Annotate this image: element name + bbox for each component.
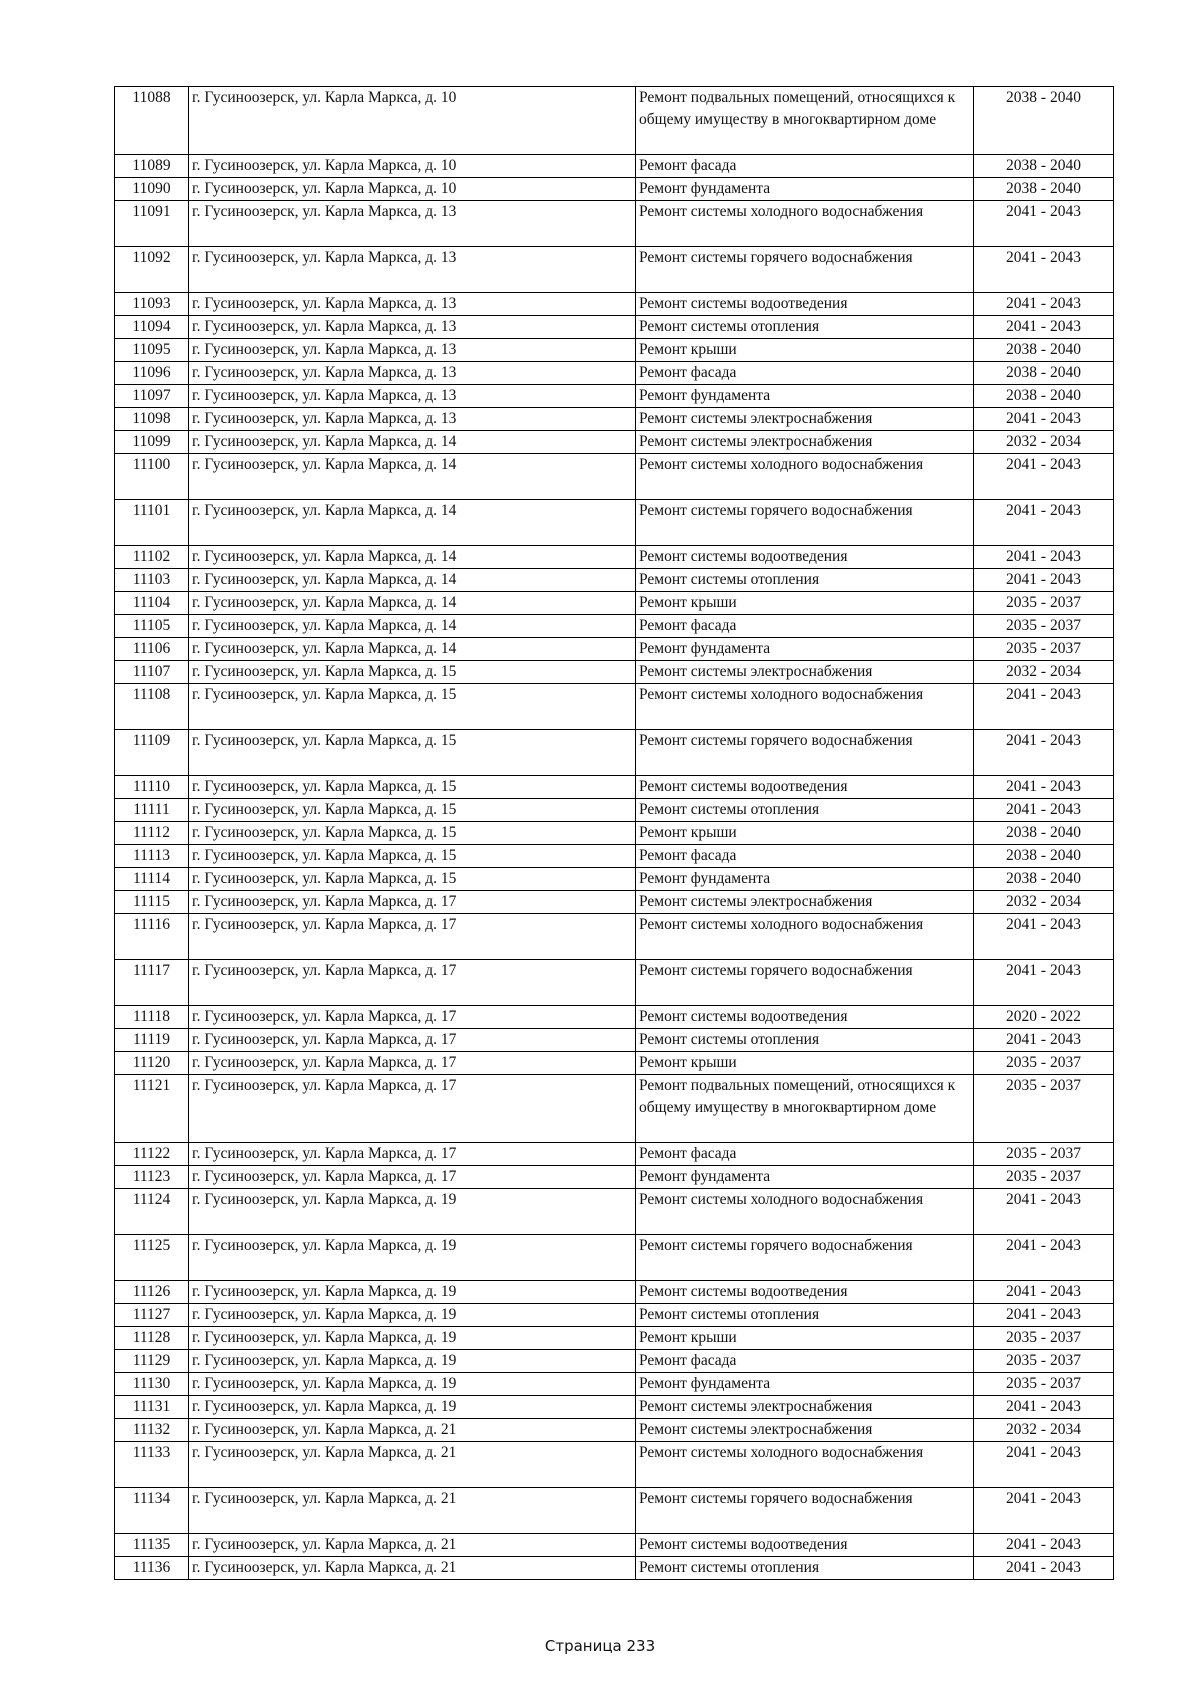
table-row: [115, 914, 1114, 960]
work-type-cell: Ремонт системы водоотведения: [636, 1534, 974, 1557]
period-cell: 2035 - 2037: [974, 1166, 1114, 1189]
table-row: [115, 845, 1114, 868]
row-number-cell: 11104: [115, 592, 189, 615]
row-number-cell: 11136: [115, 1557, 189, 1580]
period-cell: 2035 - 2037: [974, 1052, 1114, 1075]
row-number-cell: 11120: [115, 1052, 189, 1075]
address-cell: г. Гусиноозерск, ул. Карла Маркса, д. 19: [189, 1396, 636, 1419]
address-cell: г. Гусиноозерск, ул. Карла Маркса, д. 17: [189, 891, 636, 914]
work-type-cell: Ремонт крыши: [636, 592, 974, 615]
work-type-cell: Ремонт системы горячего водоснабжения: [636, 730, 974, 776]
period-cell: 2041 - 2043: [974, 1189, 1114, 1235]
work-type-cell: Ремонт крыши: [636, 339, 974, 362]
address-cell: г. Гусиноозерск, ул. Карла Маркса, д. 21: [189, 1488, 636, 1534]
work-type-cell: Ремонт фундамента: [636, 178, 974, 201]
table-row: [115, 408, 1114, 431]
address-cell: г. Гусиноозерск, ул. Карла Маркса, д. 21: [189, 1419, 636, 1442]
table-row: [115, 247, 1114, 293]
address-cell: г. Гусиноозерск, ул. Карла Маркса, д. 19: [189, 1350, 636, 1373]
table-row: [115, 776, 1114, 799]
row-number-cell: 11095: [115, 339, 189, 362]
table-row: [115, 385, 1114, 408]
work-type-cell: Ремонт системы горячего водоснабжения: [636, 1235, 974, 1281]
period-cell: 2035 - 2037: [974, 1373, 1114, 1396]
table-row: [115, 1534, 1114, 1557]
period-cell: 2038 - 2040: [974, 155, 1114, 178]
row-number-cell: 11135: [115, 1534, 189, 1557]
period-cell: 2032 - 2034: [974, 661, 1114, 684]
period-cell: 2038 - 2040: [974, 822, 1114, 845]
work-type-cell: Ремонт системы холодного водоснабжения: [636, 684, 974, 730]
work-type-cell: Ремонт системы холодного водоснабжения: [636, 1442, 974, 1488]
address-cell: г. Гусиноозерск, ул. Карла Маркса, д. 17: [189, 1052, 636, 1075]
row-number-cell: 11131: [115, 1396, 189, 1419]
row-number-cell: 11118: [115, 1006, 189, 1029]
work-type-cell: Ремонт системы холодного водоснабжения: [636, 454, 974, 500]
address-cell: г. Гусиноозерск, ул. Карла Маркса, д. 15: [189, 868, 636, 891]
table-row: [115, 1235, 1114, 1281]
row-number-cell: 11111: [115, 799, 189, 822]
table-row: [115, 1373, 1114, 1396]
address-cell: г. Гусиноозерск, ул. Карла Маркса, д. 10: [189, 87, 636, 155]
work-type-cell: Ремонт системы холодного водоснабжения: [636, 1189, 974, 1235]
address-cell: г. Гусиноозерск, ул. Карла Маркса, д. 15: [189, 730, 636, 776]
period-cell: 2038 - 2040: [974, 87, 1114, 155]
work-type-cell: Ремонт системы электроснабжения: [636, 1419, 974, 1442]
period-cell: 2041 - 2043: [974, 1396, 1114, 1419]
address-cell: г. Гусиноозерск, ул. Карла Маркса, д. 13: [189, 293, 636, 316]
address-cell: г. Гусиноозерск, ул. Карла Маркса, д. 17: [189, 960, 636, 1006]
address-cell: г. Гусиноозерск, ул. Карла Маркса, д. 17: [189, 1006, 636, 1029]
address-cell: г. Гусиноозерск, ул. Карла Маркса, д. 21: [189, 1534, 636, 1557]
address-cell: г. Гусиноозерск, ул. Карла Маркса, д. 13: [189, 247, 636, 293]
row-number-cell: 11097: [115, 385, 189, 408]
period-cell: 2041 - 2043: [974, 1557, 1114, 1580]
period-cell: 2041 - 2043: [974, 1029, 1114, 1052]
work-type-cell: Ремонт системы отопления: [636, 1304, 974, 1327]
work-type-cell: Ремонт фасада: [636, 155, 974, 178]
work-type-cell: Ремонт системы горячего водоснабжения: [636, 500, 974, 546]
table-row: [115, 178, 1114, 201]
row-number-cell: 11114: [115, 868, 189, 891]
address-cell: г. Гусиноозерск, ул. Карла Маркса, д. 19: [189, 1327, 636, 1350]
period-cell: 2038 - 2040: [974, 385, 1114, 408]
table-row: [115, 1166, 1114, 1189]
address-cell: г. Гусиноозерск, ул. Карла Маркса, д. 21: [189, 1442, 636, 1488]
address-cell: г. Гусиноозерск, ул. Карла Маркса, д. 17: [189, 1166, 636, 1189]
work-type-cell: Ремонт фасада: [636, 1350, 974, 1373]
row-number-cell: 11133: [115, 1442, 189, 1488]
period-cell: 2041 - 2043: [974, 1534, 1114, 1557]
row-number-cell: 11090: [115, 178, 189, 201]
table-row: [115, 638, 1114, 661]
work-type-cell: Ремонт системы электроснабжения: [636, 408, 974, 431]
address-cell: г. Гусиноозерск, ул. Карла Маркса, д. 14: [189, 615, 636, 638]
address-cell: г. Гусиноозерск, ул. Карла Маркса, д. 13: [189, 201, 636, 247]
work-type-cell: Ремонт крыши: [636, 1052, 974, 1075]
period-cell: 2041 - 2043: [974, 569, 1114, 592]
row-number-cell: 11093: [115, 293, 189, 316]
table-row: [115, 569, 1114, 592]
period-cell: 2041 - 2043: [974, 1281, 1114, 1304]
row-number-cell: 11129: [115, 1350, 189, 1373]
table-row: [115, 293, 1114, 316]
table-row: [115, 339, 1114, 362]
table-row: [115, 431, 1114, 454]
address-cell: г. Гусиноозерск, ул. Карла Маркса, д. 13: [189, 339, 636, 362]
work-type-cell: Ремонт системы водоотведения: [636, 546, 974, 569]
address-cell: г. Гусиноозерск, ул. Карла Маркса, д. 19: [189, 1189, 636, 1235]
period-cell: 2041 - 2043: [974, 776, 1114, 799]
table-row: [115, 362, 1114, 385]
address-cell: г. Гусиноозерск, ул. Карла Маркса, д. 13: [189, 316, 636, 339]
table-body: [115, 87, 1114, 1580]
period-cell: 2020 - 2022: [974, 1006, 1114, 1029]
address-cell: г. Гусиноозерск, ул. Карла Маркса, д. 15: [189, 661, 636, 684]
table-row: [115, 546, 1114, 569]
period-cell: 2035 - 2037: [974, 592, 1114, 615]
work-type-cell: Ремонт системы электроснабжения: [636, 431, 974, 454]
table-row: [115, 1281, 1114, 1304]
work-type-cell: Ремонт подвальных помещений, относящихся к общему имуществу в многоквартирном доме: [636, 1075, 974, 1143]
period-cell: 2041 - 2043: [974, 1304, 1114, 1327]
period-cell: 2035 - 2037: [974, 1327, 1114, 1350]
row-number-cell: 11108: [115, 684, 189, 730]
table-row: [115, 1419, 1114, 1442]
row-number-cell: 11091: [115, 201, 189, 247]
work-type-cell: Ремонт системы водоотведения: [636, 1281, 974, 1304]
table-row: [115, 1075, 1114, 1143]
work-type-cell: Ремонт фундамента: [636, 868, 974, 891]
work-type-cell: Ремонт фасада: [636, 362, 974, 385]
work-type-cell: Ремонт фундамента: [636, 385, 974, 408]
period-cell: 2035 - 2037: [974, 638, 1114, 661]
address-cell: г. Гусиноозерск, ул. Карла Маркса, д. 14: [189, 454, 636, 500]
work-type-cell: Ремонт системы отопления: [636, 1557, 974, 1580]
table-row: [115, 1350, 1114, 1373]
work-type-cell: Ремонт системы электроснабжения: [636, 661, 974, 684]
address-cell: г. Гусиноозерск, ул. Карла Маркса, д. 15: [189, 684, 636, 730]
row-number-cell: 11116: [115, 914, 189, 960]
period-cell: 2041 - 2043: [974, 730, 1114, 776]
period-cell: 2041 - 2043: [974, 914, 1114, 960]
row-number-cell: 11119: [115, 1029, 189, 1052]
work-type-cell: Ремонт системы отопления: [636, 799, 974, 822]
repair-schedule-table: [114, 86, 1114, 1580]
address-cell: г. Гусиноозерск, ул. Карла Маркса, д. 15: [189, 776, 636, 799]
table-row: [115, 799, 1114, 822]
page-number: Страница 233: [544, 1637, 656, 1655]
row-number-cell: 11127: [115, 1304, 189, 1327]
row-number-cell: 11126: [115, 1281, 189, 1304]
period-cell: 2041 - 2043: [974, 1488, 1114, 1534]
table-row: [115, 155, 1114, 178]
period-cell: 2035 - 2037: [974, 1350, 1114, 1373]
table-row: [115, 1396, 1114, 1419]
period-cell: 2035 - 2037: [974, 1143, 1114, 1166]
table-row: [115, 730, 1114, 776]
work-type-cell: Ремонт системы водоотведения: [636, 776, 974, 799]
table-row: [115, 592, 1114, 615]
work-type-cell: Ремонт системы водоотведения: [636, 1006, 974, 1029]
work-type-cell: Ремонт фасада: [636, 845, 974, 868]
period-cell: 2041 - 2043: [974, 799, 1114, 822]
address-cell: г. Гусиноозерск, ул. Карла Маркса, д. 14: [189, 638, 636, 661]
address-cell: г. Гусиноозерск, ул. Карла Маркса, д. 13: [189, 408, 636, 431]
address-cell: г. Гусиноозерск, ул. Карла Маркса, д. 13: [189, 385, 636, 408]
period-cell: 2041 - 2043: [974, 454, 1114, 500]
address-cell: г. Гусиноозерск, ул. Карла Маркса, д. 13: [189, 362, 636, 385]
table-row: [115, 868, 1114, 891]
work-type-cell: Ремонт фасада: [636, 615, 974, 638]
address-cell: г. Гусиноозерск, ул. Карла Маркса, д. 19: [189, 1281, 636, 1304]
work-type-cell: Ремонт системы горячего водоснабжения: [636, 960, 974, 1006]
address-cell: г. Гусиноозерск, ул. Карла Маркса, д. 17: [189, 1029, 636, 1052]
address-cell: г. Гусиноозерск, ул. Карла Маркса, д. 10: [189, 178, 636, 201]
period-cell: 2041 - 2043: [974, 1235, 1114, 1281]
row-number-cell: 11122: [115, 1143, 189, 1166]
period-cell: 2032 - 2034: [974, 431, 1114, 454]
work-type-cell: Ремонт крыши: [636, 1327, 974, 1350]
table-row: [115, 1143, 1114, 1166]
row-number-cell: 11089: [115, 155, 189, 178]
table-row: [115, 1327, 1114, 1350]
table-row: [115, 1029, 1114, 1052]
row-number-cell: 11101: [115, 500, 189, 546]
period-cell: 2038 - 2040: [974, 339, 1114, 362]
period-cell: 2041 - 2043: [974, 408, 1114, 431]
period-cell: 2041 - 2043: [974, 546, 1114, 569]
row-number-cell: 11115: [115, 891, 189, 914]
work-type-cell: Ремонт крыши: [636, 822, 974, 845]
address-cell: г. Гусиноозерск, ул. Карла Маркса, д. 15: [189, 799, 636, 822]
table-row: [115, 960, 1114, 1006]
table-row: [115, 1557, 1114, 1580]
period-cell: 2038 - 2040: [974, 845, 1114, 868]
row-number-cell: 11107: [115, 661, 189, 684]
address-cell: г. Гусиноозерск, ул. Карла Маркса, д. 17: [189, 1075, 636, 1143]
period-cell: 2041 - 2043: [974, 293, 1114, 316]
address-cell: г. Гусиноозерск, ул. Карла Маркса, д. 19: [189, 1373, 636, 1396]
row-number-cell: 11088: [115, 87, 189, 155]
work-type-cell: Ремонт системы водоотведения: [636, 293, 974, 316]
row-number-cell: 11112: [115, 822, 189, 845]
row-number-cell: 11130: [115, 1373, 189, 1396]
period-cell: 2038 - 2040: [974, 868, 1114, 891]
row-number-cell: 11105: [115, 615, 189, 638]
table-row: [115, 87, 1114, 155]
period-cell: 2032 - 2034: [974, 1419, 1114, 1442]
row-number-cell: 11117: [115, 960, 189, 1006]
row-number-cell: 11109: [115, 730, 189, 776]
work-type-cell: Ремонт фундамента: [636, 1166, 974, 1189]
row-number-cell: 11124: [115, 1189, 189, 1235]
work-type-cell: Ремонт системы отопления: [636, 1029, 974, 1052]
address-cell: г. Гусиноозерск, ул. Карла Маркса, д. 21: [189, 1557, 636, 1580]
table-row: [115, 1189, 1114, 1235]
table-row: [115, 661, 1114, 684]
table-row: [115, 684, 1114, 730]
work-type-cell: Ремонт фундамента: [636, 1373, 974, 1396]
period-cell: 2041 - 2043: [974, 316, 1114, 339]
address-cell: г. Гусиноозерск, ул. Карла Маркса, д. 10: [189, 155, 636, 178]
table-row: [115, 822, 1114, 845]
row-number-cell: 11132: [115, 1419, 189, 1442]
row-number-cell: 11099: [115, 431, 189, 454]
address-cell: г. Гусиноозерск, ул. Карла Маркса, д. 19: [189, 1235, 636, 1281]
work-type-cell: Ремонт системы электроснабжения: [636, 891, 974, 914]
row-number-cell: 11092: [115, 247, 189, 293]
period-cell: 2041 - 2043: [974, 201, 1114, 247]
address-cell: г. Гусиноозерск, ул. Карла Маркса, д. 17: [189, 914, 636, 960]
table-row: [115, 1052, 1114, 1075]
work-type-cell: Ремонт системы электроснабжения: [636, 1396, 974, 1419]
period-cell: 2035 - 2037: [974, 1075, 1114, 1143]
table-row: [115, 1488, 1114, 1534]
row-number-cell: 11102: [115, 546, 189, 569]
address-cell: г. Гусиноозерск, ул. Карла Маркса, д. 14: [189, 592, 636, 615]
work-type-cell: Ремонт системы горячего водоснабжения: [636, 247, 974, 293]
work-type-cell: Ремонт системы горячего водоснабжения: [636, 1488, 974, 1534]
table-row: [115, 316, 1114, 339]
address-cell: г. Гусиноозерск, ул. Карла Маркса, д. 19: [189, 1304, 636, 1327]
work-type-cell: Ремонт фундамента: [636, 638, 974, 661]
address-cell: г. Гусиноозерск, ул. Карла Маркса, д. 17: [189, 1143, 636, 1166]
table-row: [115, 891, 1114, 914]
address-cell: г. Гусиноозерск, ул. Карла Маркса, д. 14: [189, 500, 636, 546]
address-cell: г. Гусиноозерск, ул. Карла Маркса, д. 14: [189, 431, 636, 454]
table-row: [115, 500, 1114, 546]
period-cell: 2038 - 2040: [974, 178, 1114, 201]
row-number-cell: 11128: [115, 1327, 189, 1350]
address-cell: г. Гусиноозерск, ул. Карла Маркса, д. 14: [189, 546, 636, 569]
address-cell: г. Гусиноозерск, ул. Карла Маркса, д. 14: [189, 569, 636, 592]
row-number-cell: 11121: [115, 1075, 189, 1143]
row-number-cell: 11096: [115, 362, 189, 385]
work-type-cell: Ремонт фасада: [636, 1143, 974, 1166]
work-type-cell: Ремонт подвальных помещений, относящихся к общему имуществу в многоквартирном доме: [636, 87, 974, 155]
work-type-cell: Ремонт системы холодного водоснабжения: [636, 914, 974, 960]
period-cell: 2041 - 2043: [974, 247, 1114, 293]
period-cell: 2038 - 2040: [974, 362, 1114, 385]
row-number-cell: 11106: [115, 638, 189, 661]
period-cell: 2041 - 2043: [974, 684, 1114, 730]
work-type-cell: Ремонт системы отопления: [636, 316, 974, 339]
table-row: [115, 615, 1114, 638]
period-cell: 2032 - 2034: [974, 891, 1114, 914]
address-cell: г. Гусиноозерск, ул. Карла Маркса, д. 15: [189, 822, 636, 845]
period-cell: 2041 - 2043: [974, 960, 1114, 1006]
table-row: [115, 454, 1114, 500]
row-number-cell: 11125: [115, 1235, 189, 1281]
row-number-cell: 11110: [115, 776, 189, 799]
row-number-cell: 11123: [115, 1166, 189, 1189]
row-number-cell: 11134: [115, 1488, 189, 1534]
address-cell: г. Гусиноозерск, ул. Карла Маркса, д. 15: [189, 845, 636, 868]
row-number-cell: 11094: [115, 316, 189, 339]
table-row: [115, 201, 1114, 247]
period-cell: 2041 - 2043: [974, 1442, 1114, 1488]
row-number-cell: 11100: [115, 454, 189, 500]
row-number-cell: 11113: [115, 845, 189, 868]
row-number-cell: 11098: [115, 408, 189, 431]
table-row: [115, 1006, 1114, 1029]
work-type-cell: Ремонт системы отопления: [636, 569, 974, 592]
table-row: [115, 1442, 1114, 1488]
work-type-cell: Ремонт системы холодного водоснабжения: [636, 201, 974, 247]
row-number-cell: 11103: [115, 569, 189, 592]
period-cell: 2041 - 2043: [974, 500, 1114, 546]
period-cell: 2035 - 2037: [974, 615, 1114, 638]
table-row: [115, 1304, 1114, 1327]
